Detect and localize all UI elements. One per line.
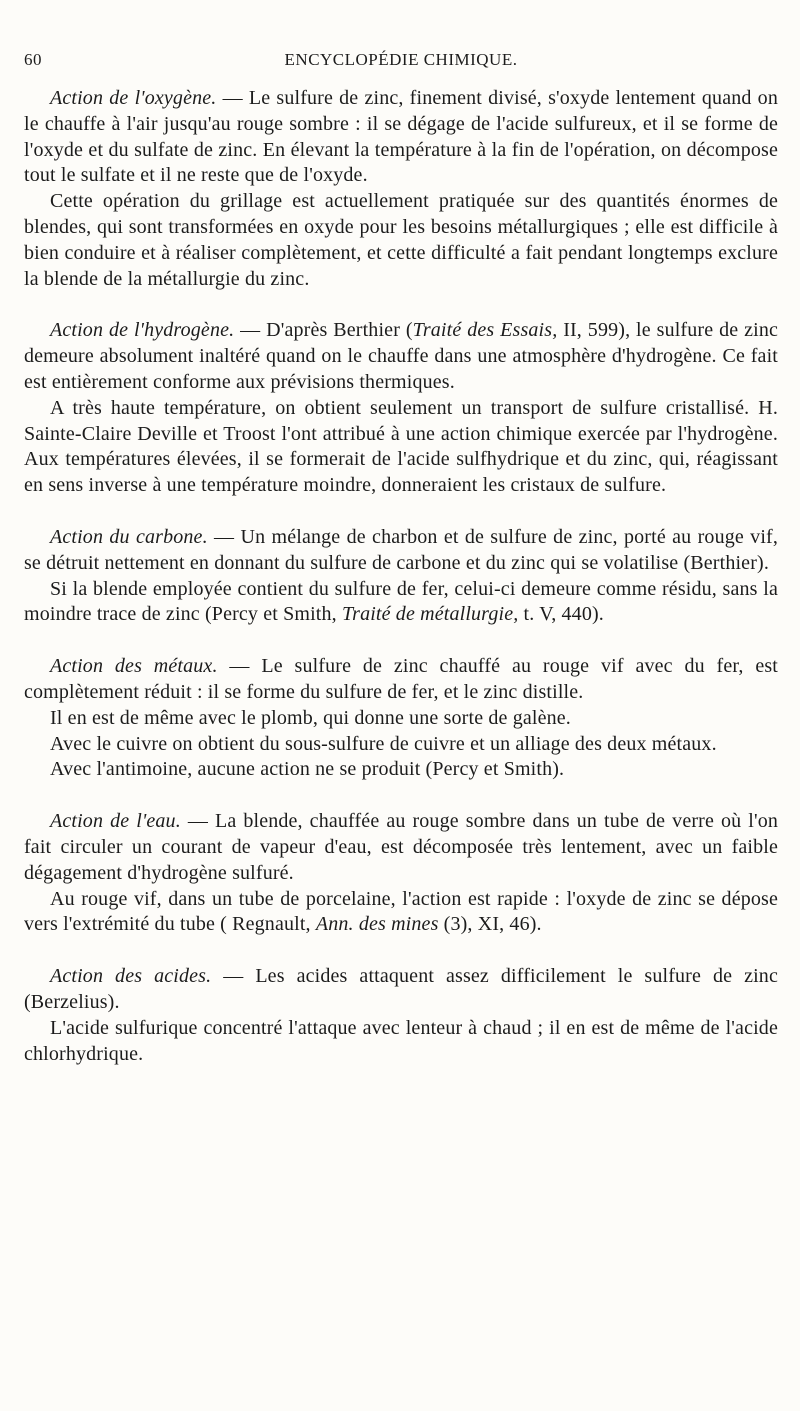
paragraph: [24, 318, 778, 395]
citation-title: Traité de métallurgie,: [341, 603, 519, 626]
paragraph: [24, 525, 778, 577]
paragraph: [24, 86, 778, 189]
section-metals: [24, 654, 778, 783]
section-heading: Action des métaux.: [50, 655, 218, 678]
page-number: 60: [24, 50, 42, 69]
paragraph: A très haute température, on obtient seulement un transport de sulfure cristallisé. H. Sainte-Claire Deville et Troost l'ont attribué à une action chimique exercée par l'hydrogène. Aux températures élevées, il se formerait de l'acide sulfhydrique et du zinc, qui, réagissant en sens inverse à une température moindre, donneraient les cristaux de sulfure.: [24, 396, 778, 497]
paragraph: [24, 887, 778, 939]
body-text: [24, 86, 778, 1093]
paragraph: Avec l'antimoine, aucune action ne se produit (Percy et Smith).: [50, 758, 565, 781]
paragraph-text: Si la blende employée contient du sulfure de fer, celui-ci demeure comme résidu, sans la moindre trace de zinc (Percy et Smith,: [24, 577, 778, 626]
paragraph: Avec le cuivre on obtient du sous-sulfure de cuivre et un alliage des deux métaux.: [50, 732, 717, 755]
paragraph: Il en est de même avec le plomb, qui donne une sorte de galène.: [50, 706, 571, 729]
section-oxygen: [24, 86, 778, 292]
section-acids: [24, 964, 778, 1067]
paragraph: [24, 809, 778, 886]
paragraph-text: — Le sulfure de zinc chauffé au rouge vif avec du fer, est complètement réduit : il se forme du sulfure de fer, et le zinc distille.: [24, 655, 778, 703]
paragraph-text: Au rouge vif, dans un tube de porcelaine, l'action est rapide : l'oxyde de zinc se dépose vers l'extrémité du tube ( Regnault,: [24, 887, 778, 936]
citation-title: Ann. des mines: [315, 913, 439, 936]
paragraph: Cette opération du grillage est actuellement pratiquée sur des quantités énormes de blendes, qui sont transformées en oxyde pour les besoins métallurgiques ; elle est difficile à bien conduire et à réaliser complètement, et cette difficulté a fait pendant longtemps exclure la blende de la métallurgie du zinc.: [24, 190, 778, 290]
running-header: [24, 50, 778, 80]
section-hydrogen: [24, 318, 778, 499]
section-heading: Action de l'hydrogène.: [50, 319, 235, 342]
paragraph-text: — Un mélange de charbon et de sulfure de zinc, porté au rouge vif, se détruit nettement en donnant du sulfure de carbone et du zinc qui se volatilise (Berthier).: [24, 525, 778, 574]
section-water: [24, 809, 778, 938]
paragraph-text: II, 599), le sulfure de zinc demeure absolument inaltéré quand on le chauffe dans une atmosphère d'hydrogène. Ce fait est entièrement conforme aux prévisions thermiques.: [24, 319, 779, 393]
section-carbon: [24, 525, 778, 628]
paragraph-text: t. V, 440).: [518, 603, 604, 626]
paragraph: [24, 964, 778, 1016]
section-heading: Action de l'eau.: [50, 810, 181, 833]
paragraph: [24, 654, 778, 706]
citation-title: Traité des Essais,: [412, 319, 558, 342]
section-heading: Action de l'oxygène.: [50, 87, 217, 109]
section-heading: Action des acides.: [50, 965, 212, 988]
paragraph-text: (3), XI, 46).: [438, 913, 542, 936]
paragraph-text: — D'après Berthier (: [240, 319, 413, 342]
paragraph: [24, 577, 778, 629]
paragraph-text: — Les acides attaquent assez difficilement le sulfure de zinc (Berzelius).: [24, 965, 778, 1013]
section-heading: Action du carbone.: [50, 525, 208, 548]
running-title: ENCYCLOPÉDIE CHIMIQUE.: [284, 50, 518, 69]
paragraph-text: — Le sulfure de zinc, finement divisé, s'oxyde lentement quand on le chauffe à l'air jusqu'au rouge sombre : il se dégage de l'acide sulfureux, et il se forme de l'oxyde et du sulfate de zinc. En élevant la température à la fin de l'opération, on décompose tout le sulfate et il ne reste que de l'oxyde.: [24, 87, 778, 187]
paragraph: L'acide sulfurique concentré l'attaque avec lenteur à chaud ; il en est de même de l'acide chlorhydrique.: [24, 1016, 778, 1065]
paragraph-text: — La blende, chauffée au rouge sombre dans un tube de verre où l'on fait circuler un courant de vapeur d'eau, est décomposée très lentement, avec un faible dégagement d'hydrogène sulfuré.: [24, 810, 779, 884]
